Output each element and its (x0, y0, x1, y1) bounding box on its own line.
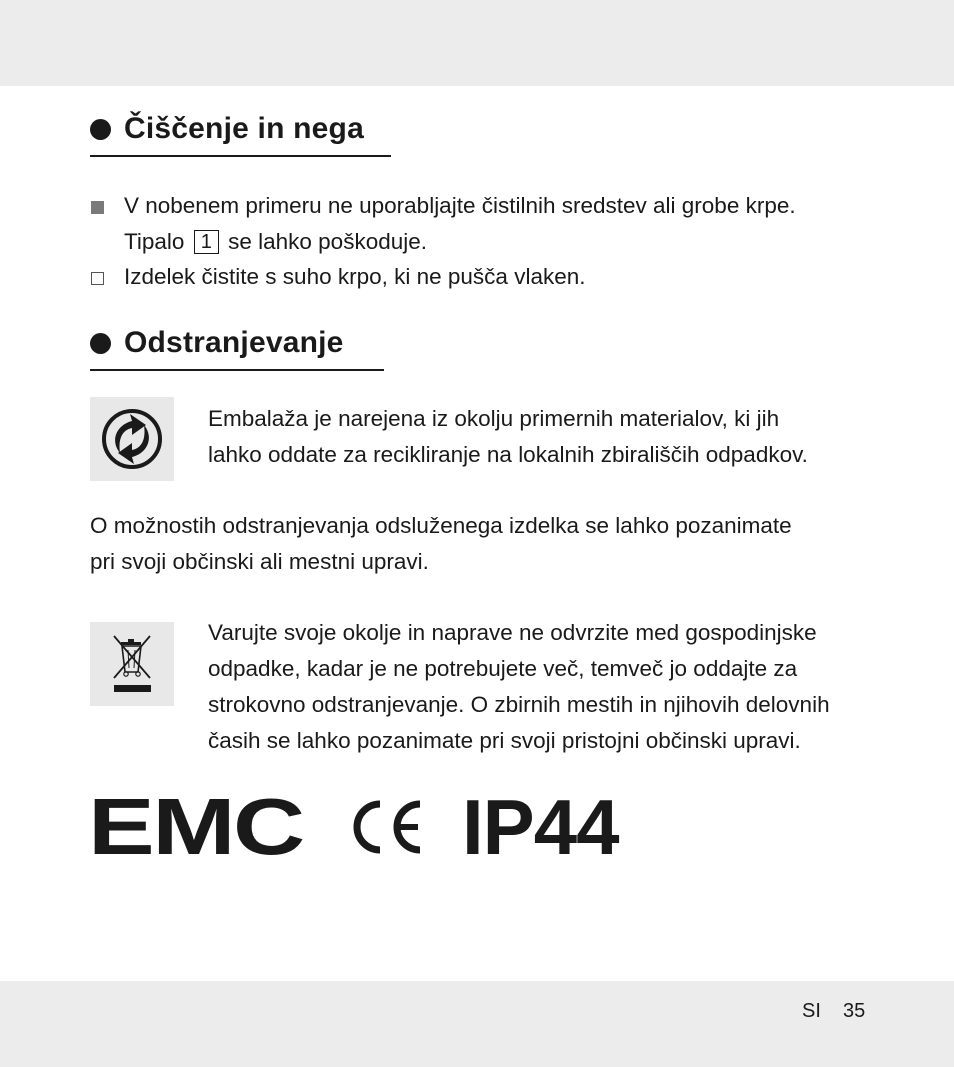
text-line: O možnostih odstranjevanja odsluženega izdelka se lahko pozanimate (90, 513, 792, 538)
text-line: strokovno odstranjevanje. O zbirnih mestih in njihovih delovnih (208, 692, 830, 717)
text-line: pri svoji občinski ali mestni upravi. (90, 549, 429, 574)
bullet-dot-icon (90, 119, 111, 140)
page-number: 35 (843, 1000, 866, 1022)
text-line: Embalaža je narejena iz okolju primernih materialov, ki jih (208, 406, 780, 431)
bottom-band (0, 981, 954, 1067)
text-line: lahko oddate za recikliranje na lokalnih zbirališčih odpadkov. (208, 442, 808, 467)
disposal-info-text (90, 508, 910, 580)
emc-mark: EMC (88, 782, 303, 871)
section-title: Čiščenje in nega (124, 112, 364, 145)
footer-language: SI (802, 1000, 821, 1022)
green-dot-recycling-icon (90, 397, 174, 481)
sensor-warning: se lahko poškoduje. (228, 229, 427, 254)
packaging-text (208, 401, 908, 473)
crossed-out-wheelie-bin-icon (90, 622, 174, 706)
certification-marks (88, 782, 619, 871)
bullet-dot-icon (90, 333, 111, 354)
text-line: časih se lahko pozanimate pri svoji pristojni občinski upravi. (208, 728, 801, 753)
text-line: odpadke, kadar je ne potrebujete več, temveč jo oddajte za (208, 656, 798, 681)
weee-icon-box (90, 622, 174, 706)
text-line: Varujte svoje okolje in naprave ne odvrzite med gospodinjske (208, 620, 817, 645)
section-heading-disposal (90, 326, 344, 360)
weee-text (208, 615, 928, 759)
list-item: Izdelek čistite s suho krpo, ki ne pušča vlaken. (124, 264, 586, 289)
reference-number-box: 1 (194, 230, 219, 254)
top-band (0, 0, 954, 86)
section-title: Odstranjevanje (124, 326, 344, 359)
heading-underline (90, 155, 391, 157)
recycling-icon-box (90, 397, 174, 481)
list-item (124, 188, 904, 260)
empty-square-bullet-icon (91, 272, 104, 285)
list-item-line (124, 224, 904, 260)
list-item-line: V nobenem primeru ne uporabljajte čistilnih sredstev ali grobe krpe. (124, 193, 796, 218)
section-heading-cleaning (90, 112, 364, 146)
ip44-mark: IP44 (462, 783, 619, 871)
filled-square-bullet-icon (91, 201, 104, 214)
heading-underline (90, 369, 384, 371)
sensor-label: Tipalo (124, 229, 185, 254)
